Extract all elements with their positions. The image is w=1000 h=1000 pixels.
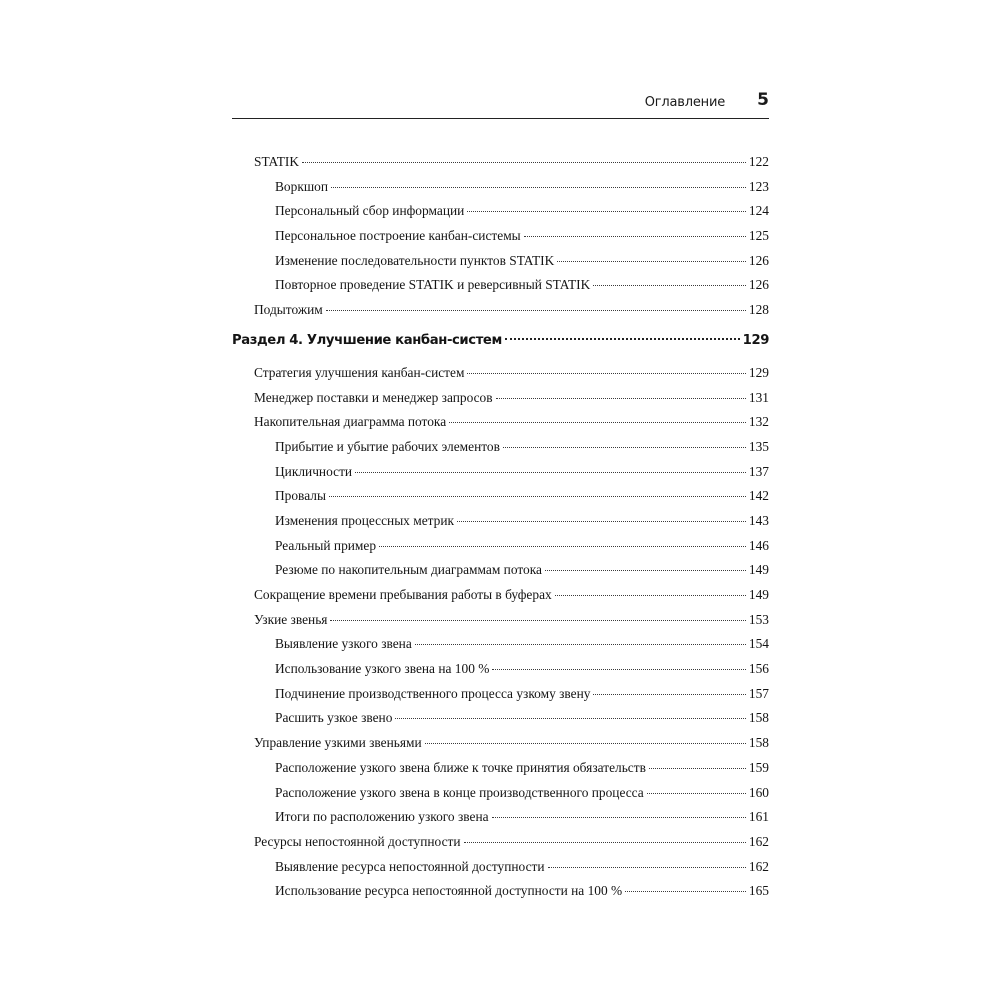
toc-entry-page: 162 [748,858,769,874]
toc-entry-title: STATIK [254,154,300,169]
toc-entry-title: Управление узкими звеньями [254,735,422,751]
toc-entry-title: Раздел 4. Улучшение канбан-систем [232,332,502,348]
toc-entry-title: Стратегия улучшения канбан-систем [254,364,465,380]
toc-entry [232,513,769,538]
toc-entry [232,390,769,415]
toc-entry-page: 129 [748,364,769,380]
dot-leader [593,284,746,286]
dot-leader [492,816,746,818]
toc-entry-title: Использование узкого звена на 100 % [275,661,490,677]
toc-entry [232,179,769,204]
toc-entry-page: 126 [748,252,769,268]
toc-entry-page: 131 [748,389,769,405]
toc-entry [232,562,769,587]
dot-leader [326,309,746,311]
dot-leader [503,446,746,448]
toc-entry-page: 154 [748,636,769,652]
dot-leader [647,792,746,794]
toc-entry-page: 122 [748,154,769,169]
toc-entry-title: Воркшоп [275,178,329,194]
dot-leader [557,260,746,262]
toc-entry-page: 153 [748,611,769,627]
toc-entry [232,414,769,439]
toc-entry-page: 156 [748,661,769,677]
toc-section-entry [232,333,769,365]
table-of-contents [232,154,769,908]
toc-entry-title: Итоги по расположению узкого звена [275,809,489,825]
dot-leader [492,668,746,670]
toc-entry-page: 126 [748,277,769,293]
dot-leader [449,421,746,423]
dot-leader [505,337,740,340]
toc-entry [232,686,769,711]
toc-entry-page: 158 [748,735,769,751]
dot-leader [593,693,745,695]
toc-entry-title: Цикличности [275,463,353,479]
toc-entry [232,302,769,327]
toc-entry-title: Узкие звенья [254,611,328,627]
toc-entry [232,488,769,513]
toc-entry [232,785,769,810]
toc-entry [232,710,769,735]
dot-leader [355,471,746,473]
dot-leader [625,890,746,892]
toc-entry-title: Резюме по накопительным диаграммам потока [275,562,542,578]
toc-entry-page: 165 [748,883,769,899]
toc-entry-page: 157 [748,685,769,701]
dot-leader [548,866,746,868]
toc-entry-page: 162 [748,833,769,849]
dot-leader [555,594,746,596]
book-page [232,0,769,1000]
toc-entry-title: Изменения процессных метрик [275,512,455,528]
toc-entry [232,859,769,884]
toc-entry [232,735,769,760]
toc-entry [232,538,769,563]
dot-leader [395,717,745,719]
dot-leader [331,186,746,188]
toc-entry-page: 142 [748,488,769,504]
toc-entry-title: Ресурсы непостоянной доступности [254,833,461,849]
toc-entry-page: 135 [748,438,769,454]
toc-entry-title: Подытожим [254,302,323,318]
toc-entry-title: Провалы [275,488,326,504]
toc-entry [232,439,769,464]
toc-entry [232,760,769,785]
dot-leader [415,643,746,645]
toc-entry-page: 159 [748,759,769,775]
dot-leader [467,210,746,212]
toc-entry-title: Накопительная диаграмма потока [254,414,447,430]
toc-entry [232,277,769,302]
toc-entry-page: 158 [748,710,769,726]
toc-entry-title: Персональный сбор информации [275,203,465,219]
toc-entry-page: 129 [742,332,769,348]
toc-entry [232,636,769,661]
toc-entry-title: Выявление узкого звена [275,636,412,652]
toc-entry-page: 149 [748,587,769,602]
toc-entry-page: 143 [748,512,769,528]
dot-leader [329,495,746,497]
dot-leader [425,742,746,744]
toc-entry-title: Изменение последовательности пунктов STATIK [275,252,555,268]
page-number: 5 [757,90,769,110]
toc-entry-title: Подчинение производственного процесса узкому звену [275,685,591,701]
toc-entry [232,365,769,390]
running-header [232,86,769,119]
toc-entry-title: Повторное проведение STATIK и реверсивный STATIK [275,277,591,293]
toc-entry-title: Расположение узкого звена в конце производственного процесса [275,784,644,800]
toc-entry-page: 161 [748,809,769,825]
toc-entry [232,154,769,179]
toc-entry-title: Выявление ресурса непостоянной доступности [275,858,545,874]
toc-entry-title: Расшить узкое звено [275,710,393,726]
toc-entry-page: 125 [748,228,769,244]
toc-entry-title: Персональное построение канбан-системы [275,228,521,244]
dot-leader [302,161,746,163]
dot-leader [464,841,746,843]
toc-entry-title: Сокращение времени пребывания работы в буферах [254,587,552,602]
dot-leader [379,545,746,547]
running-title: Оглавление [644,95,725,110]
toc-entry-page: 137 [748,463,769,479]
dot-leader [457,520,746,522]
toc-entry [232,203,769,228]
toc-entry [232,612,769,637]
toc-entry [232,883,769,908]
toc-entry [232,228,769,253]
toc-entry-page: 160 [748,784,769,800]
toc-entry [232,253,769,278]
dot-leader [467,372,745,374]
toc-entry-title: Использование ресурса непостоянной доступности на 100 % [275,883,623,899]
toc-entry [232,661,769,686]
toc-entry-page: 132 [748,414,769,430]
toc-entry-page: 146 [748,537,769,553]
dot-leader [524,235,746,237]
toc-entry-title: Реальный пример [275,537,377,553]
toc-entry-title: Менеджер поставки и менеджер запросов [254,389,493,405]
toc-entry-page: 123 [748,178,769,194]
dot-leader [545,569,746,571]
toc-entry [232,464,769,489]
toc-entry [232,587,769,612]
toc-entry-page: 124 [748,203,769,219]
toc-entry [232,809,769,834]
toc-entry [232,834,769,859]
toc-entry-page: 149 [748,562,769,578]
dot-leader [330,619,745,621]
dot-leader [649,767,746,769]
dot-leader [496,397,746,399]
toc-entry-title: Расположение узкого звена ближе к точке принятия обязательств [275,759,646,775]
toc-entry-page: 128 [748,302,769,318]
toc-entry-title: Прибытие и убытие рабочих элементов [275,438,500,454]
